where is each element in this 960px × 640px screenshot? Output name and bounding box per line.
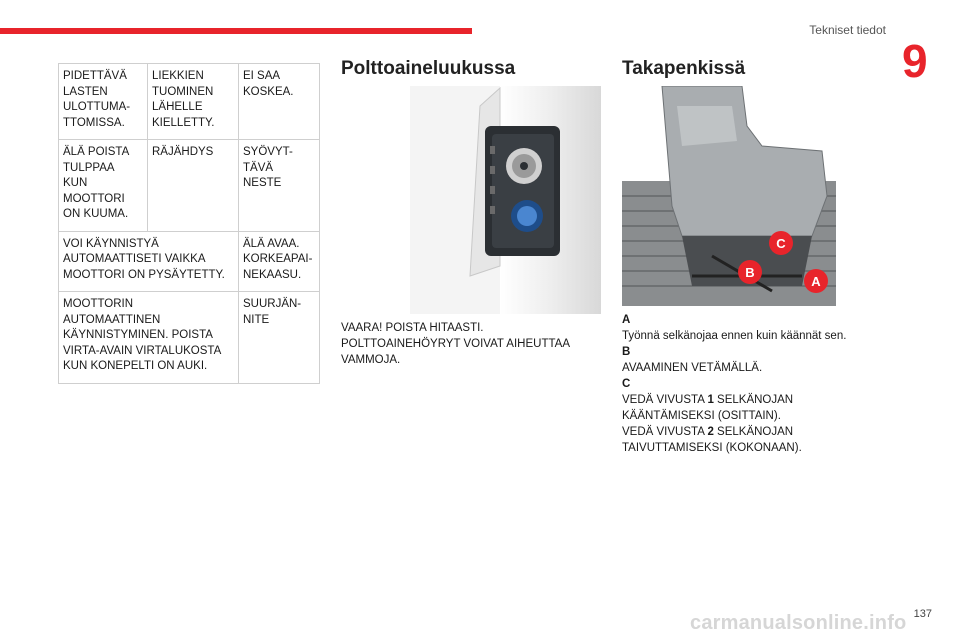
table-cell: MOOTTORIN AUTOMAATTINEN KÄYNNISTYMINEN. POISTA VIRTA-AVAIN VIRTALUKOSTA KUN KONEPELTI ON AUKI. (59, 292, 239, 384)
note-c-line-3: VEDÄ VIVUSTA 2 SELKÄNOJAN (622, 426, 794, 438)
table-cell: PIDETTÄVÄ LASTEN ULOTTUMA- TTOMISSA. (59, 64, 148, 140)
note-c-line-1: VEDÄ VIVUSTA 1 SELKÄNOJAN (622, 394, 794, 406)
table-row (59, 140, 320, 232)
table-row (59, 64, 320, 140)
site-watermark: carmanualsonline.info (690, 612, 907, 634)
svg-text:B: B (745, 265, 755, 280)
rear-seat-illustration (622, 86, 836, 306)
fuel-warning-text: VAARA! POISTA HITAASTI. POLTTOAINEHÖYRYT VOIVAT AIHEUTTAA VAMMOJA. (341, 322, 570, 366)
fuel-flap-illustration (410, 86, 601, 314)
svg-text:A: A (811, 274, 821, 289)
table-cell: RÄJÄHDYS (148, 140, 239, 232)
marker-c (769, 231, 793, 255)
warning-label-table (58, 63, 320, 384)
note-c-label: C (622, 378, 631, 390)
marker-b (738, 260, 762, 284)
table-cell: SUURJÄN- NITE (239, 292, 320, 384)
note-a-label: A (622, 314, 631, 326)
header-accent-bar (0, 28, 472, 34)
table-cell: VOI KÄYNNISTYÄ AUTOMAATTISETI VAIKKA MOOTTORI ON PYSÄYTETTY. (59, 231, 239, 292)
table-row (59, 292, 320, 384)
note-a-text: Työnnä selkänojaa ennen kuin käännät sen. (622, 330, 847, 342)
section-title: Tekniset tiedot (809, 23, 886, 37)
note-b-label: B (622, 346, 631, 358)
page-number: 137 (913, 608, 932, 620)
table-cell: LIEKKIEN TUOMINEN LÄHELLE KIELLETTY. (148, 64, 239, 140)
note-c-line-4: TAIVUTTAMISEKSI (KOKONAAN). (622, 442, 802, 454)
rear-seat-notes (622, 312, 882, 456)
table-cell: EI SAA KOSKEA. (239, 64, 320, 140)
note-b-text: AVAAMINEN VETÄMÄLLÄ. (622, 362, 763, 374)
rear-seat-heading: Takapenkissä (622, 58, 746, 79)
table-cell: ÄLÄ POISTA TULPPAA KUN MOOTTORI ON KUUMA. (59, 140, 148, 232)
fuel-flap-heading: Polttoaineluukussa (341, 58, 516, 79)
table-row (59, 231, 320, 292)
table-cell: ÄLÄ AVAA. KORKEAPAI- NEKAASU. (239, 231, 320, 292)
svg-text:C: C (776, 236, 786, 251)
note-c-line-2: KÄÄNTÄMISEKSI (OSITTAIN). (622, 410, 781, 422)
chapter-number: 9 (902, 35, 928, 87)
marker-a (804, 269, 828, 293)
table-cell: SYÖVYT- TÄVÄ NESTE (239, 140, 320, 232)
